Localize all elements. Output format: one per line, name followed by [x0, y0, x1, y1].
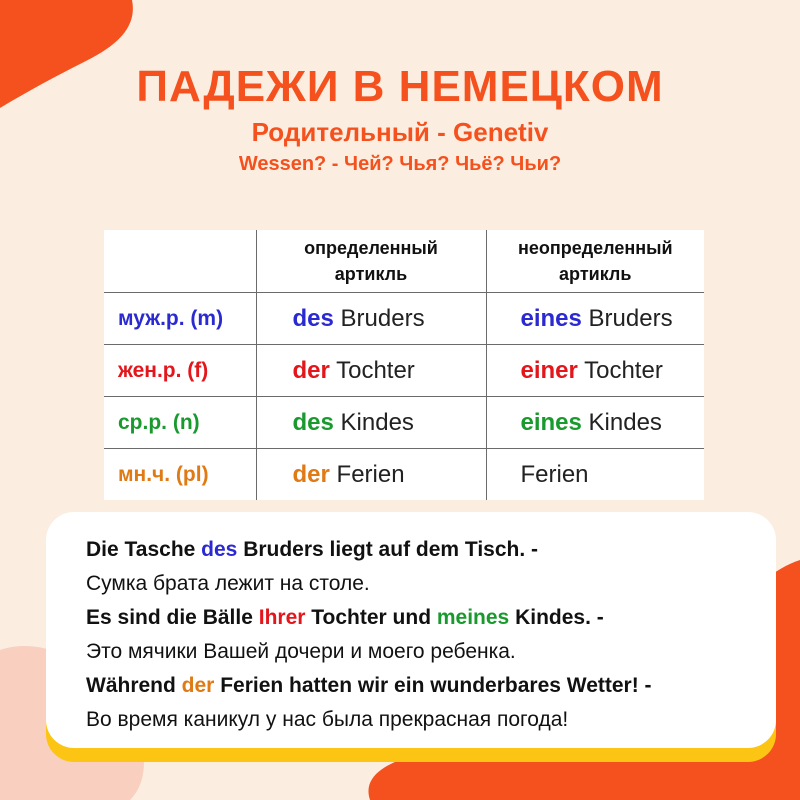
indefinite-cell: [486, 449, 704, 501]
highlight-article: der: [181, 674, 215, 697]
article: einer: [520, 356, 578, 384]
text-part: Es sind die Bälle: [86, 606, 259, 629]
gender-label-masculine: муж.р. (m): [104, 293, 256, 345]
case-question: Wessen? - Чей? Чья? Чьё? Чьи?: [238, 153, 562, 175]
table-header-indefinite-label: неопределенный артикль: [517, 238, 673, 284]
highlight-article: des: [201, 538, 238, 561]
table-row: [104, 345, 704, 397]
example-3-russian: Во время каникул у нас была прекрасная погода!: [86, 708, 569, 731]
table-header-indefinite: [486, 230, 704, 293]
highlight-article: Ihrer: [258, 606, 306, 629]
definite-cell: [256, 345, 486, 397]
noun: Bruders: [588, 304, 673, 332]
example-1-russian: Сумка брата лежит на столе.: [86, 572, 370, 595]
definite-cell: [256, 397, 486, 449]
article: des: [292, 408, 334, 436]
definite-cell: [256, 449, 486, 501]
gender-label-feminine: жен.р. (f): [104, 345, 256, 397]
text-part: Während: [86, 674, 182, 697]
example-2-german: [86, 606, 604, 630]
header: [0, 60, 800, 178]
definite-cell: [256, 293, 486, 345]
table-header-definite-label: определенный артикль: [304, 238, 438, 284]
text-part: Ferien hatten wir ein wunderbares Wetter! -: [214, 674, 652, 697]
noun: Ferien: [336, 460, 405, 488]
indefinite-cell: [486, 397, 704, 449]
table-header-empty: [104, 230, 256, 293]
text-part: Die Tasche: [86, 538, 202, 561]
text-part: Tochter und: [305, 606, 437, 629]
text-part: Bruders liegt auf dem Tisch. -: [237, 538, 539, 561]
table-header-definite: [256, 230, 486, 293]
article: des: [292, 304, 334, 332]
table-row: [104, 293, 704, 345]
page-subtitle: Родительный - Genetiv: [251, 117, 549, 147]
text-part: Kindes. -: [509, 606, 604, 629]
examples-card: [46, 512, 776, 748]
noun: Bruders: [340, 304, 425, 332]
gender-label-neuter: ср.р. (n): [104, 397, 256, 449]
highlight-article: meines: [436, 606, 510, 629]
article: der: [292, 356, 330, 384]
gender-label-plural: мн.ч. (pl): [104, 449, 256, 501]
noun: Tochter: [336, 356, 415, 384]
example-2-russian: Это мячики Вашей дочери и моего ребенка.: [86, 640, 516, 663]
article: eines: [520, 408, 582, 436]
article: der: [292, 460, 330, 488]
example-1-german: [86, 538, 538, 562]
noun: Kindes: [588, 408, 662, 436]
noun: Tochter: [584, 356, 663, 384]
noun: Ferien: [520, 460, 589, 488]
indefinite-cell: [486, 293, 704, 345]
indefinite-cell: [486, 345, 704, 397]
example-3-german: [86, 674, 652, 698]
article: eines: [520, 304, 582, 332]
articles-table: [104, 230, 704, 500]
table-row: [104, 397, 704, 449]
table-row: [104, 449, 704, 501]
table-header-row: [104, 230, 704, 293]
page-title: ПАДЕЖИ В НЕМЕЦКОМ: [136, 62, 664, 111]
noun: Kindes: [340, 408, 414, 436]
